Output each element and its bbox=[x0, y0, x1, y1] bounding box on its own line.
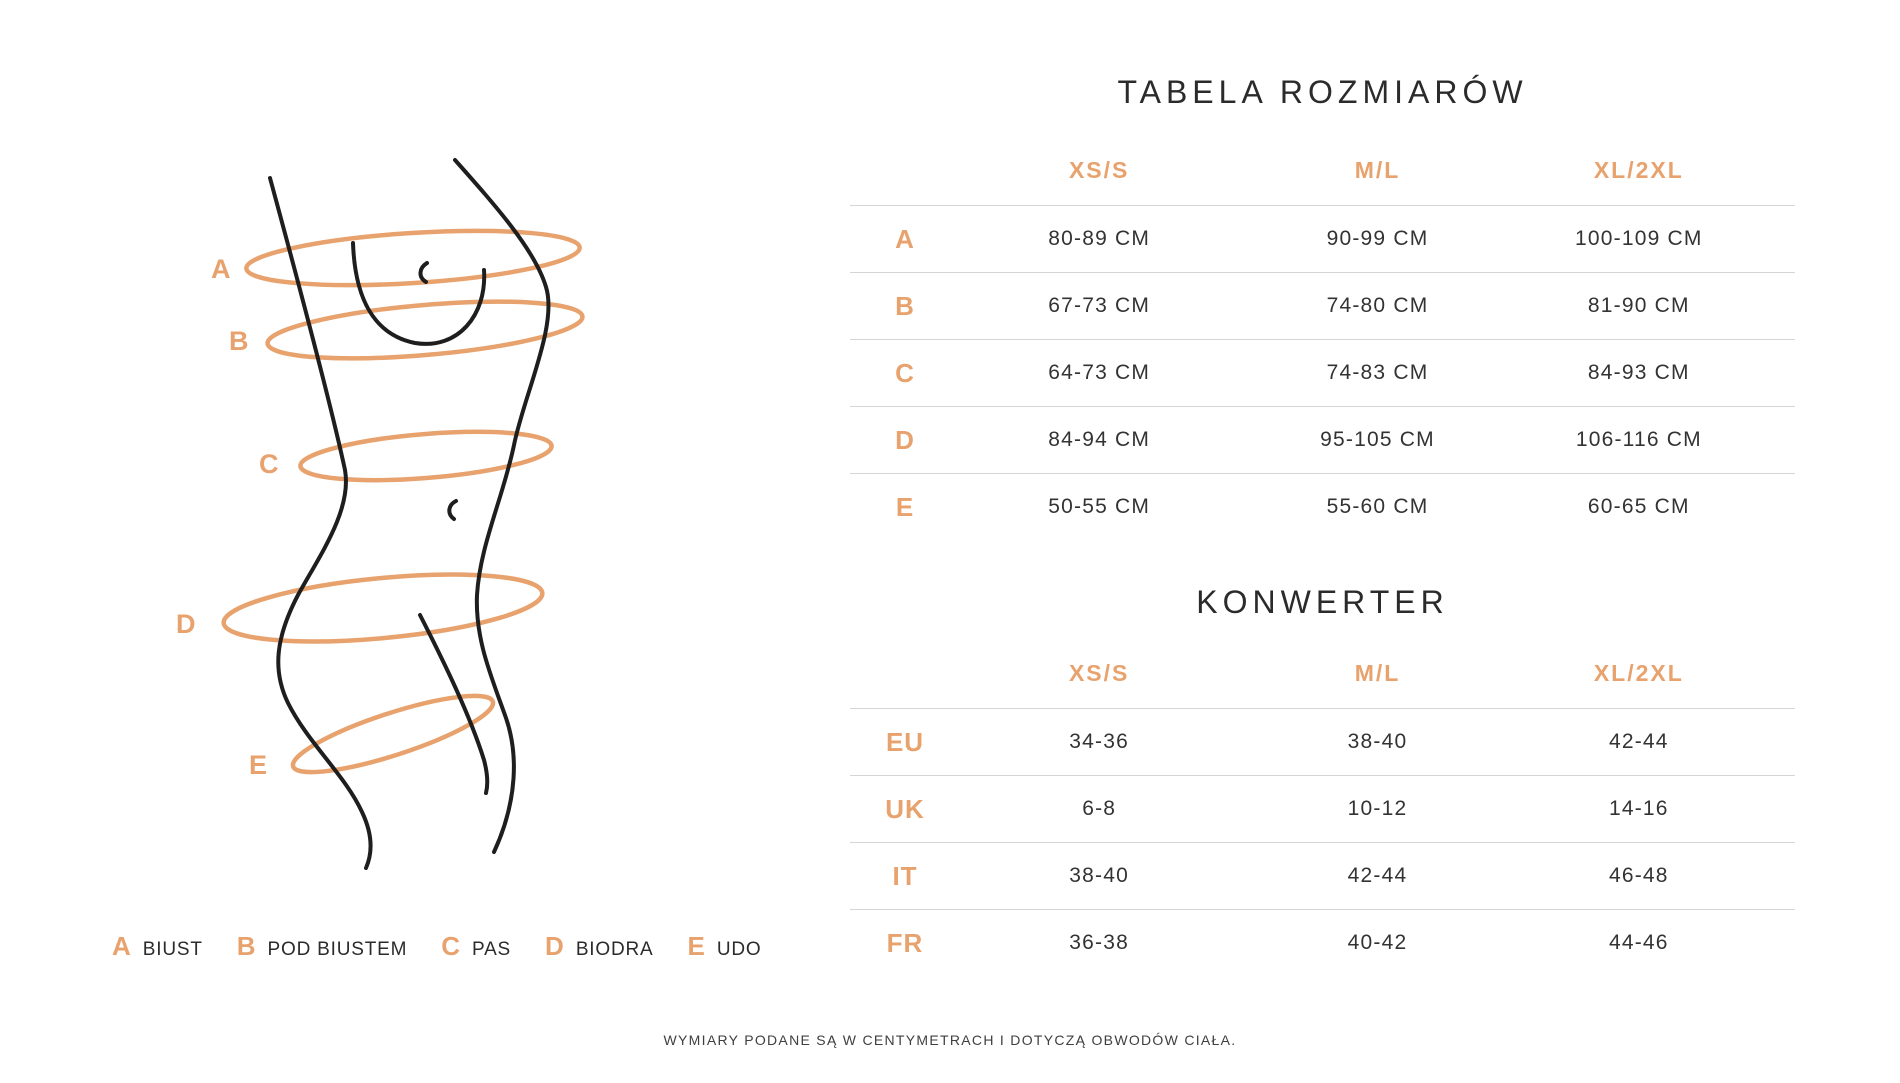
size-cell: 67-73 CM bbox=[960, 272, 1238, 339]
size-cell: 106-116 CM bbox=[1517, 406, 1795, 473]
converter-row-label-it: IT bbox=[850, 842, 960, 909]
legend-label-bust: BIUST bbox=[142, 939, 203, 960]
size-cell: 95-105 CM bbox=[1238, 406, 1516, 473]
size-cell: 55-60 CM bbox=[1238, 473, 1516, 540]
legend-label-waist: PAS bbox=[472, 939, 512, 960]
size-col-xl2xl: XL/2XL bbox=[1593, 156, 1684, 183]
size-cell: 100-109 CM bbox=[1517, 205, 1795, 272]
converter-corner-cell bbox=[850, 638, 960, 708]
legend-item-bust bbox=[112, 931, 203, 962]
converter-cell: 38-40 bbox=[960, 842, 1238, 909]
converter-col-xss: XS/S bbox=[1068, 659, 1130, 686]
marker-d: D bbox=[176, 609, 197, 639]
legend-letter-c: C bbox=[441, 931, 461, 961]
marker-c: C bbox=[259, 449, 280, 479]
size-row-label-d: D bbox=[850, 406, 960, 473]
underbust-ellipse bbox=[265, 292, 584, 369]
converter-cell: 36-38 bbox=[960, 909, 1238, 976]
hips-ellipse bbox=[221, 563, 545, 653]
size-row-label-a: A bbox=[850, 205, 960, 272]
size-cell: 64-73 CM bbox=[960, 339, 1238, 406]
converter-cell: 42-44 bbox=[1517, 708, 1795, 775]
legend-item-hips bbox=[545, 931, 653, 962]
size-cell: 84-93 CM bbox=[1517, 339, 1795, 406]
converter-cell: 46-48 bbox=[1517, 842, 1795, 909]
navel-mark bbox=[449, 501, 456, 519]
size-cell: 81-90 CM bbox=[1517, 272, 1795, 339]
thigh-ellipse bbox=[287, 682, 500, 787]
size-cell: 74-80 CM bbox=[1238, 272, 1516, 339]
size-row-label-c: C bbox=[850, 339, 960, 406]
converter-row-label-eu: EU bbox=[850, 708, 960, 775]
converter-row-label-fr: FR bbox=[850, 909, 960, 976]
legend-letter-e: E bbox=[687, 931, 705, 961]
measurement-legend bbox=[112, 931, 761, 962]
converter-cell: 42-44 bbox=[1238, 842, 1516, 909]
nipple-mark bbox=[420, 263, 427, 282]
legend-label-underbust: POD BIUSTEM bbox=[267, 939, 408, 960]
size-row-label-e: E bbox=[850, 473, 960, 540]
converter-cell: 14-16 bbox=[1517, 775, 1795, 842]
converter-cell: 10-12 bbox=[1238, 775, 1516, 842]
size-table-title: TABELA ROZMIARÓW bbox=[1117, 74, 1528, 110]
converter-cell: 34-36 bbox=[960, 708, 1238, 775]
size-cell: 74-83 CM bbox=[1238, 339, 1516, 406]
size-col-xss: XS/S bbox=[1068, 156, 1130, 183]
converter-table bbox=[850, 638, 1795, 976]
legend-item-underbust bbox=[237, 931, 408, 962]
legend-letter-a: A bbox=[112, 931, 131, 961]
converter-col-xl2xl: XL/2XL bbox=[1593, 659, 1684, 686]
body-measurement-diagram bbox=[0, 0, 760, 960]
size-cell: 84-94 CM bbox=[960, 406, 1238, 473]
legend-label-hips: BIODRA bbox=[575, 939, 654, 960]
size-cell: 80-89 CM bbox=[960, 205, 1238, 272]
size-col-ml: M/L bbox=[1354, 156, 1401, 183]
converter-cell: 44-46 bbox=[1517, 909, 1795, 976]
marker-b: B bbox=[229, 326, 250, 356]
size-cell: 90-99 CM bbox=[1238, 205, 1516, 272]
measurement-note: WYMIARY PODANE SĄ W CENTYMETRACH I DOTYCZĄ OBWODÓW CIAŁA. bbox=[663, 1032, 1237, 1048]
marker-e: E bbox=[249, 750, 269, 780]
breast-curve bbox=[353, 243, 484, 344]
converter-cell: 38-40 bbox=[1238, 708, 1516, 775]
legend-item-thigh bbox=[687, 931, 761, 962]
size-cell: 50-55 CM bbox=[960, 473, 1238, 540]
converter-col-ml: M/L bbox=[1354, 659, 1401, 686]
size-row-label-b: B bbox=[850, 272, 960, 339]
marker-a: A bbox=[211, 254, 232, 284]
torso-right-contour bbox=[455, 160, 549, 852]
converter-table-title: KONWERTER bbox=[1196, 584, 1449, 620]
legend-letter-d: D bbox=[545, 931, 564, 961]
legend-item-waist bbox=[441, 931, 511, 962]
legend-letter-b: B bbox=[236, 931, 256, 961]
size-corner-cell bbox=[850, 135, 960, 205]
size-table bbox=[850, 135, 1795, 540]
converter-cell: 6-8 bbox=[960, 775, 1238, 842]
legend-label-thigh: UDO bbox=[716, 939, 762, 960]
converter-cell: 40-42 bbox=[1238, 909, 1516, 976]
size-cell: 60-65 CM bbox=[1517, 473, 1795, 540]
converter-row-label-uk: UK bbox=[850, 775, 960, 842]
